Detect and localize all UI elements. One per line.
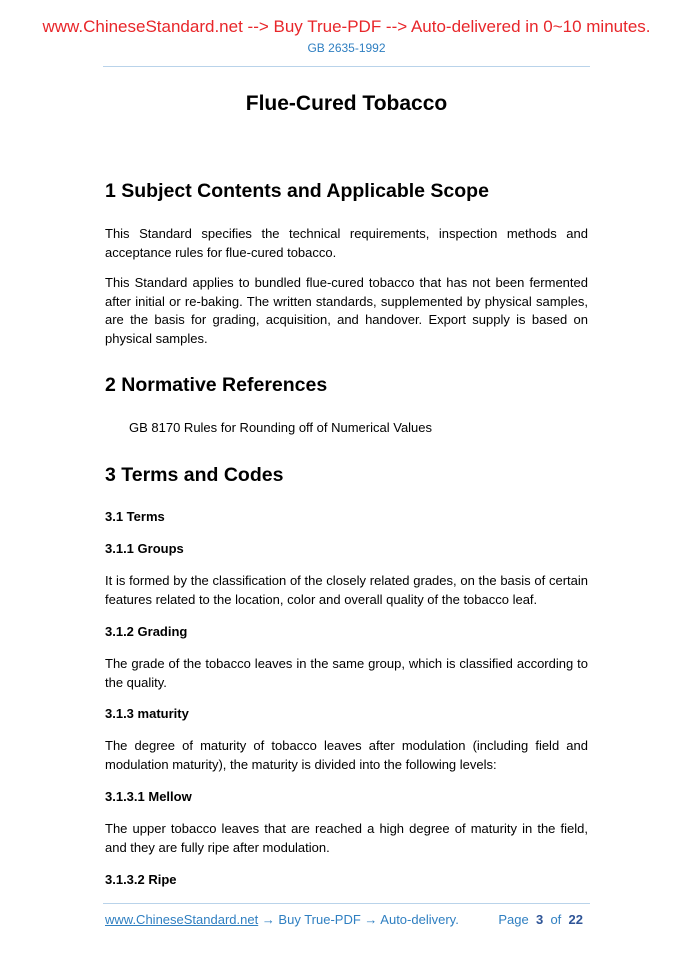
paragraph: This Standard specifies the technical requirements, inspection methods and acceptance rules for flue-cured tobacco. bbox=[105, 226, 588, 260]
footer-divider bbox=[103, 903, 590, 904]
paragraph: This Standard applies to bundled flue-cured tobacco that has not been fermented after initial or re-baking. The written standards, supplemented by physical samples, are the basis for grading, acquisition, and handover. Export supply is based on physical samples. bbox=[105, 275, 588, 346]
subheading: 3.1.3.2 Ripe bbox=[105, 872, 177, 887]
subheading: 3.1.2 Grading bbox=[105, 624, 188, 639]
total-pages: 22 bbox=[568, 912, 583, 927]
footer-text: → Buy True-PDF → Auto-delivery. bbox=[258, 912, 459, 927]
paragraph: The upper tobacco leaves that are reached a high degree of maturity in the field, and they are fully ripe after modulation. bbox=[105, 821, 588, 855]
subheading: 3.1.3.1 Mellow bbox=[105, 789, 192, 804]
footer-link[interactable]: www.ChineseStandard.net bbox=[105, 912, 259, 927]
reference-item: GB 8170 Rules for Rounding off of Numerical Values bbox=[129, 420, 433, 435]
paragraph: The degree of maturity of tobacco leaves after modulation (including field and modulation maturity), the maturity is divided into the following levels: bbox=[105, 738, 588, 772]
paragraph: The grade of the tobacco leaves in the same group, which is classified according to the quality. bbox=[105, 656, 588, 690]
header-divider bbox=[103, 66, 590, 67]
paragraph: It is formed by the classification of the closely related grades, on the basis of certain features related to the location, color and overall quality of the tobacco leaf. bbox=[105, 573, 588, 607]
document-title: Flue-Cured Tobacco bbox=[245, 92, 448, 115]
subheading: 3.1 Terms bbox=[105, 509, 165, 524]
footer bbox=[105, 912, 583, 927]
subheading: 3.1.1 Groups bbox=[105, 541, 184, 556]
current-page: 3 bbox=[535, 912, 544, 927]
section-1-heading: 1 Subject Contents and Applicable Scope bbox=[105, 180, 489, 202]
standard-number: GB 2635-1992 bbox=[307, 41, 386, 55]
page-indicator: Page 3 of 22 bbox=[498, 912, 583, 927]
subheading: 3.1.3 maturity bbox=[105, 706, 189, 721]
promo-banner: www.ChineseStandard.net --> Buy True-PDF --> Auto-delivered in 0~10 minutes. bbox=[42, 17, 651, 36]
section-3-heading: 3 Terms and Codes bbox=[105, 464, 284, 486]
section-2-heading: 2 Normative References bbox=[105, 374, 328, 396]
